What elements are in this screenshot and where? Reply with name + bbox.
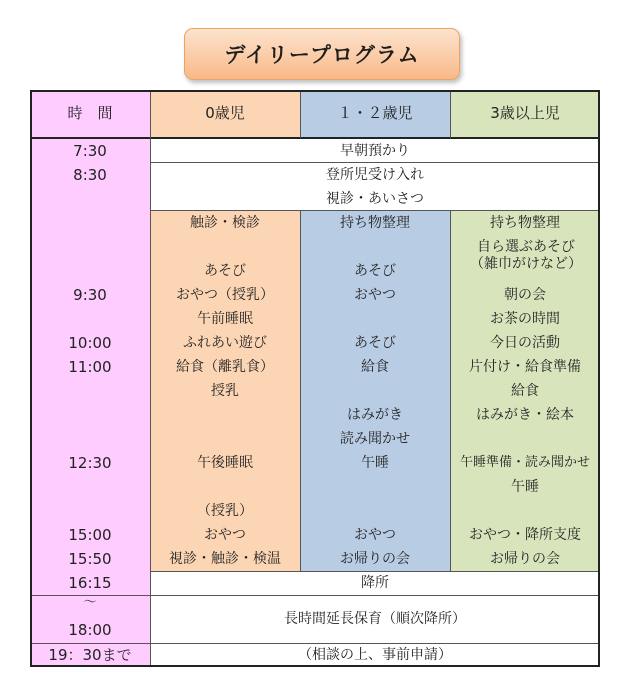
time-label: 19：30まで — [48, 646, 132, 664]
age0-activity: あそび — [204, 263, 246, 279]
age0-activity: おやつ（授乳） — [176, 287, 274, 303]
time-label: 10:00 — [68, 334, 112, 352]
age12-activity: 持ち物整理 — [340, 215, 410, 231]
age0-activity: おやつ — [204, 527, 246, 543]
age0-activity: 給食（離乳食） — [176, 359, 274, 375]
age3-activity: 午睡 — [511, 479, 539, 495]
age3-activity: 給食 — [511, 383, 539, 399]
age0-activity: 午後睡眠 — [197, 455, 253, 471]
age12-activity: お帰りの会 — [340, 551, 410, 567]
shared-activity: 降所 — [361, 575, 389, 591]
header-time: 時 間 — [67, 104, 113, 122]
page-title: デイリープログラム — [184, 28, 460, 80]
shared-activity: 視診・あいさつ — [326, 191, 424, 207]
age3-activity: 朝の会 — [504, 287, 546, 303]
shared-activity: （相談の上、事前申請） — [298, 647, 452, 663]
time-label: 8:30 — [73, 166, 107, 184]
shared-activity: 早朝預かり — [340, 143, 410, 159]
age12-activity: 午睡 — [361, 455, 389, 471]
shared-activity: 長時間延長保育（順次降所） — [284, 611, 466, 627]
age3-activity: 自ら選ぶあそび（雑巾がけなど） — [470, 239, 582, 272]
time-range-tilde: 〜 — [83, 595, 97, 610]
age3-activity: 午睡準備・読み聞かせ — [459, 455, 590, 470]
time-label: 9:30 — [73, 286, 107, 304]
shared-activity: 登所児受け入れ — [326, 167, 424, 183]
age3-activity: 持ち物整理 — [490, 215, 560, 231]
age0-activity: （授乳） — [197, 503, 253, 519]
age0-activity: 午前睡眠 — [197, 311, 253, 327]
age3-activity: 片付け・給食準備 — [469, 359, 581, 375]
age0-activity: ふれあい遊び — [183, 335, 267, 351]
time-label: 12:30 — [68, 454, 112, 472]
header-age3: 3歳以上児 — [490, 104, 560, 122]
age12-activity: はみがき — [347, 407, 403, 423]
age12-activity: おやつ — [354, 527, 396, 543]
time-label: 15:00 — [68, 526, 112, 544]
age0-activity: 授乳 — [211, 383, 239, 399]
age3-activity: 今日の活動 — [490, 335, 560, 351]
header-age12: １・２歳児 — [337, 104, 413, 122]
daily-program-table — [30, 90, 600, 667]
time-label: 7:30 — [73, 142, 107, 160]
age3-activity: お帰りの会 — [490, 551, 560, 567]
header-age0: 0歳児 — [205, 104, 245, 122]
time-label: 16:15 — [68, 574, 112, 592]
age12-activity: 読み聞かせ — [340, 431, 410, 447]
age3-activity: お茶の時間 — [490, 311, 560, 327]
age12-activity: あそび — [354, 263, 396, 279]
age12-activity: あそび — [354, 335, 396, 351]
time-label: 11:00 — [68, 358, 112, 376]
time-label: 18:00 — [68, 621, 112, 639]
age12-activity: 給食 — [361, 359, 389, 375]
age12-activity: おやつ — [354, 287, 396, 303]
age0-activity: 視診・触診・検温 — [169, 551, 281, 567]
time-label: 15:50 — [68, 550, 112, 568]
age0-activity: 触診・検診 — [190, 215, 260, 231]
age3-activity: おやつ・降所支度 — [469, 527, 581, 543]
age3-activity: はみがき・絵本 — [476, 407, 574, 423]
